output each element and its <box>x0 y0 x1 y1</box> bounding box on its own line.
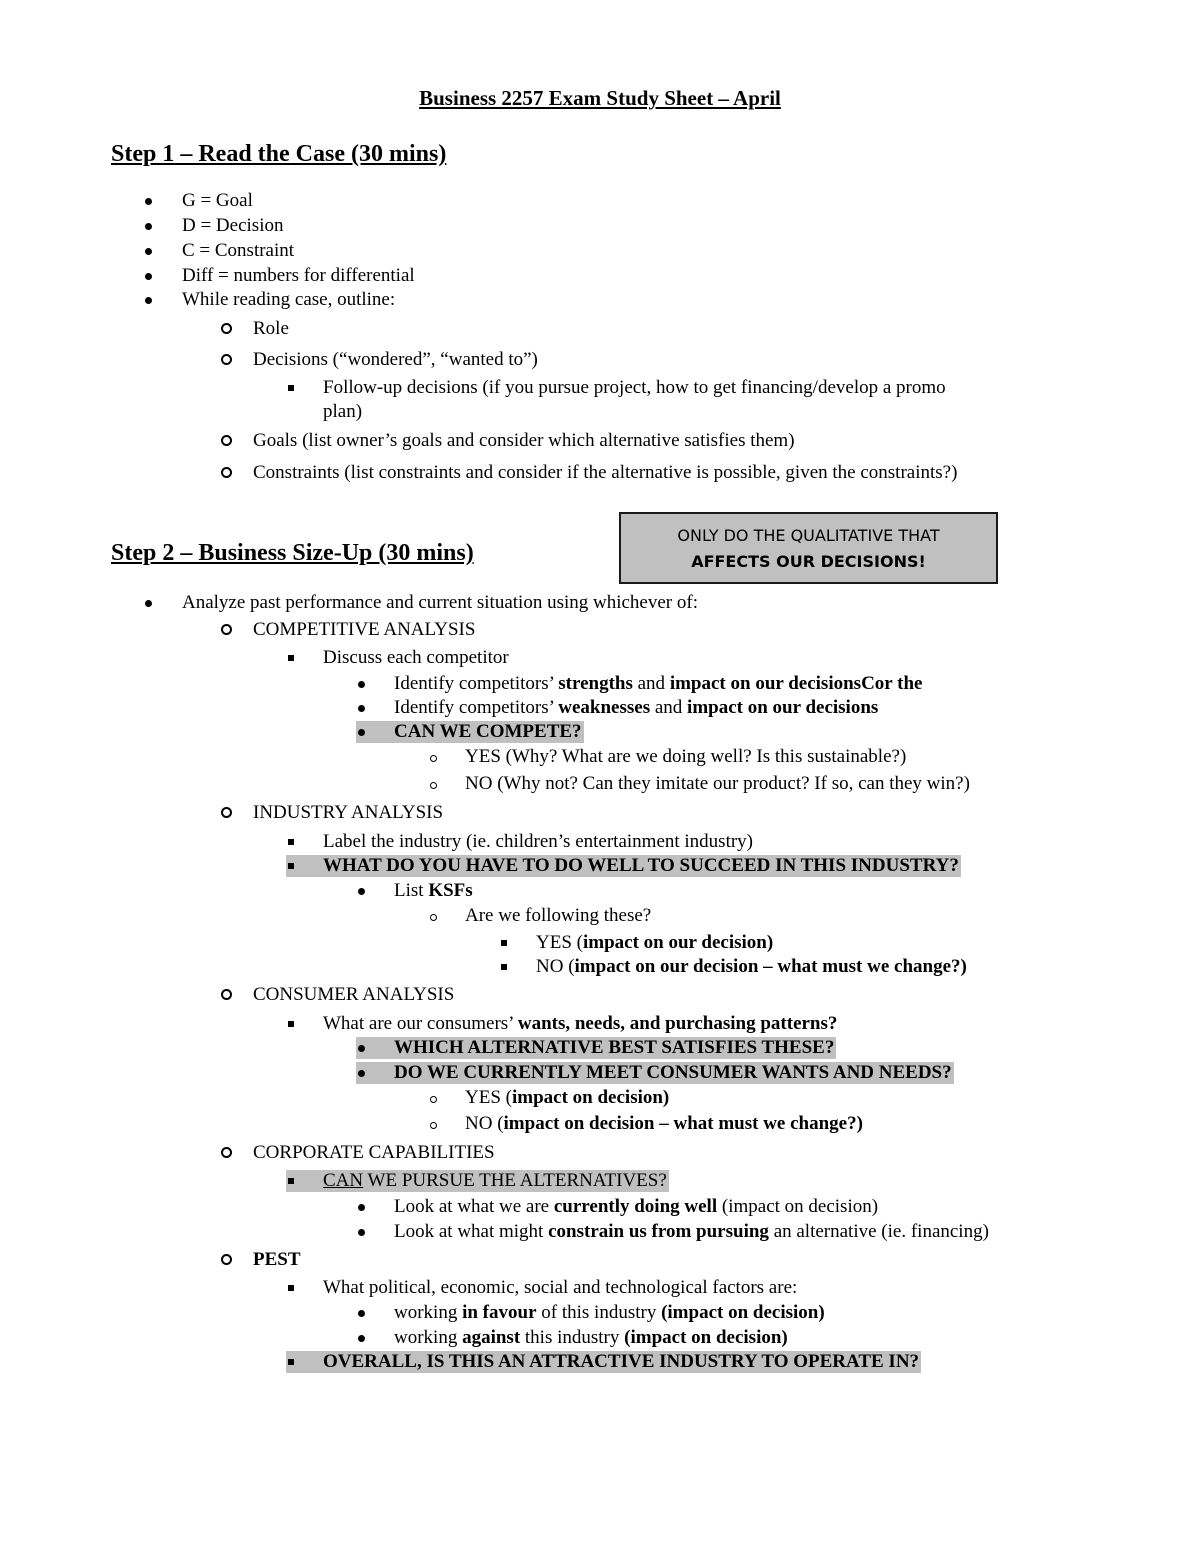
list-item-compete-no: NO (Why not? Can they imitate our product? If so, can they win?) <box>465 773 970 794</box>
highlight-meet-wants: DO WE CURRENTLY MEET CONSUMER WANTS AND NEEDS? <box>356 1062 954 1084</box>
list-item-diff: Diff = numbers for differential <box>182 265 415 286</box>
list-item-constrain: Look at what might constrain us from pursuing an alternative (ie. financing) <box>394 1221 989 1242</box>
document-title: Business 2257 Exam Study Sheet – April <box>419 86 781 110</box>
list-item-followup-continued: plan) <box>323 401 363 422</box>
callout-line-2: AFFECTS OUR DECISIONS! <box>691 552 926 571</box>
list-item-reading: While reading case, outline: <box>182 289 396 310</box>
list-item-followup: Follow-up decisions (if you pursue project, how to get financing/develop a promo <box>323 377 946 398</box>
callout-line-1: ONLY DO THE QUALITATIVE THAT <box>677 526 940 545</box>
highlight-can-pursue: CAN WE PURSUE THE ALTERNATIVES? <box>286 1170 669 1192</box>
list-item-constraint: C = Constraint <box>182 240 295 261</box>
list-item-decisions: Decisions (“wondered”, “wanted to”) <box>253 349 538 370</box>
list-item-constraints: Constraints (list constraints and consider if the alternative is possible, given the constraints?) <box>253 462 958 483</box>
list-item-compete-yes: YES (Why? What are we doing well? Is this sustainable?) <box>465 746 907 767</box>
list-item-analyze: Analyze past performance and current situation using whichever of: <box>182 592 698 613</box>
list-item-goal: G = Goal <box>182 190 253 211</box>
list-item-role: Role <box>253 318 289 339</box>
list-item-doing-well: Look at what we are currently doing well (impact on decision) <box>394 1196 879 1217</box>
list-item-decision: D = Decision <box>182 215 284 236</box>
list-item-industry-yes: YES (impact on our decision) <box>536 932 774 953</box>
highlight-attractive-industry: OVERALL, IS THIS AN ATTRACTIVE INDUSTRY TO OPERATE IN? <box>286 1351 921 1373</box>
step-1-heading: Step 1 – Read the Case (30 mins) <box>111 141 447 167</box>
list-item-wants: What are our consumers’ wants, needs, and purchasing patterns? <box>323 1013 838 1034</box>
list-item-industry-no: NO (impact on our decision – what must we change?) <box>536 956 967 977</box>
step-2-heading: Step 2 – Business Size-Up (30 mins) <box>111 540 474 566</box>
callout-box <box>619 512 998 584</box>
section-consumer-analysis: CONSUMER ANALYSIS <box>253 984 455 1005</box>
list-item-against: working against this industry (impact on decision) <box>394 1327 788 1348</box>
highlight-succeed: WHAT DO YOU HAVE TO DO WELL TO SUCCEED IN THIS INDUSTRY? <box>286 855 961 877</box>
list-item-consumer-yes: YES (impact on decision) <box>465 1087 670 1108</box>
list-item-consumer-no: NO (impact on decision – what must we change?) <box>465 1113 863 1134</box>
section-pest: PEST <box>253 1249 301 1270</box>
section-industry-analysis: INDUSTRY ANALYSIS <box>253 802 444 823</box>
highlight-best-alternative: WHICH ALTERNATIVE BEST SATISFIES THESE? <box>356 1037 836 1059</box>
list-item-discuss: Discuss each competitor <box>323 647 509 668</box>
list-item-label-industry: Label the industry (ie. children’s entertainment industry) <box>323 831 754 852</box>
list-item-in-favour: working in favour of this industry (impact on decision) <box>394 1302 825 1323</box>
list-item-ksfs: List KSFs <box>394 880 473 901</box>
section-corporate-capabilities: CORPORATE CAPABILITIES <box>253 1142 495 1163</box>
list-item-factors: What political, economic, social and technological factors are: <box>323 1277 798 1298</box>
list-item-weaknesses: Identify competitors’ weaknesses and impact on our decisions <box>394 697 879 718</box>
list-item-goals: Goals (list owner’s goals and consider which alternative satisfies them) <box>253 430 795 451</box>
list-item-strengths: Identify competitors’ strengths and impact on our decisionsCor the <box>394 673 923 694</box>
list-item-following: Are we following these? <box>465 905 652 926</box>
section-competitive-analysis: COMPETITIVE ANALYSIS <box>253 619 476 640</box>
highlight-can-we-compete: CAN WE COMPETE? <box>356 721 584 743</box>
